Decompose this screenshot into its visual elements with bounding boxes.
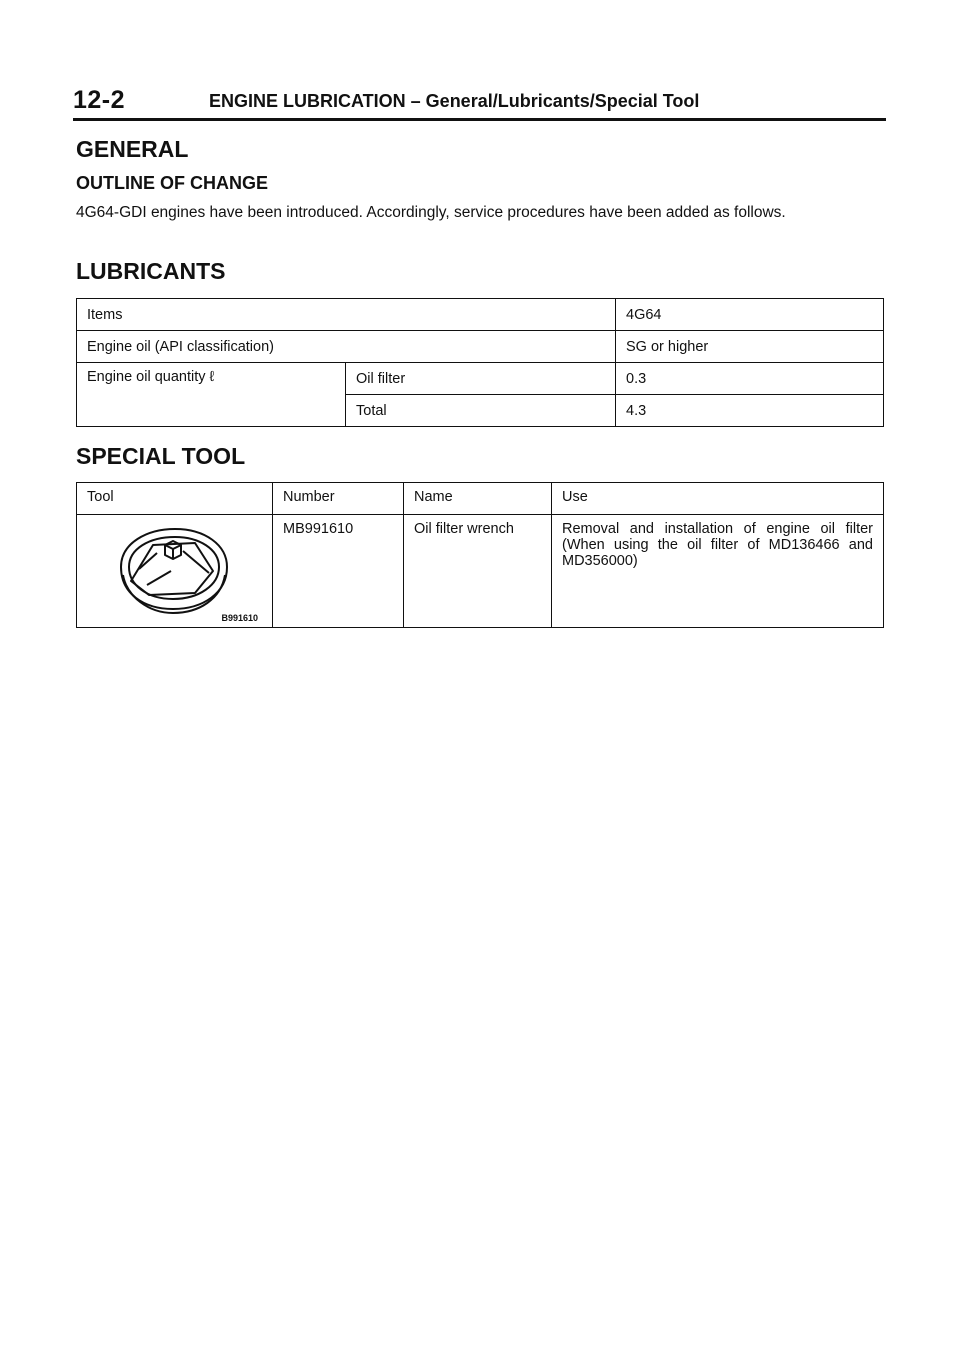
page-number: 12-2 — [73, 86, 126, 114]
tool-cell — [77, 515, 273, 628]
quantity-label: Engine oil quantity ℓ — [77, 363, 346, 427]
oil-filter-label: Oil filter — [346, 363, 616, 395]
general-heading: GENERAL — [76, 136, 189, 162]
tool-image-code: B991610 — [221, 613, 258, 623]
special-tool-heading: SPECIAL TOOL — [76, 443, 246, 469]
page-title: ENGINE LUBRICATION – General/Lubricants/Special Tool — [209, 91, 700, 111]
tool-number: MB991610 — [273, 515, 404, 628]
table-row — [77, 515, 884, 628]
lubricants-heading: LUBRICANTS — [76, 258, 226, 284]
engine-header: 4G64 — [616, 299, 884, 331]
tool-use: Removal and installation of engine oil filter (When using the oil filter of MD136466 and MD356000) — [552, 515, 884, 628]
oil-filter-value: 0.3 — [616, 363, 884, 395]
oil-label: Engine oil (API classification) — [77, 331, 616, 363]
table-row — [77, 299, 884, 331]
page-header — [73, 86, 886, 121]
special-tool-table — [76, 482, 884, 628]
table-row — [77, 483, 884, 515]
total-value: 4.3 — [616, 395, 884, 427]
number-header: Number — [273, 483, 404, 515]
total-label: Total — [346, 395, 616, 427]
outline-heading: OUTLINE OF CHANGE — [76, 173, 268, 193]
oil-filter-wrench-icon — [113, 523, 233, 615]
oil-value: SG or higher — [616, 331, 884, 363]
tool-header: Tool — [77, 483, 273, 515]
table-row — [77, 363, 884, 395]
lubricants-table — [76, 298, 884, 427]
items-header: Items — [77, 299, 616, 331]
outline-text: 4G64-GDI engines have been introduced. Accordingly, service procedures have been added as follows. — [76, 204, 786, 221]
name-header: Name — [404, 483, 552, 515]
use-header: Use — [552, 483, 884, 515]
tool-name: Oil filter wrench — [404, 515, 552, 628]
table-row — [77, 331, 884, 363]
